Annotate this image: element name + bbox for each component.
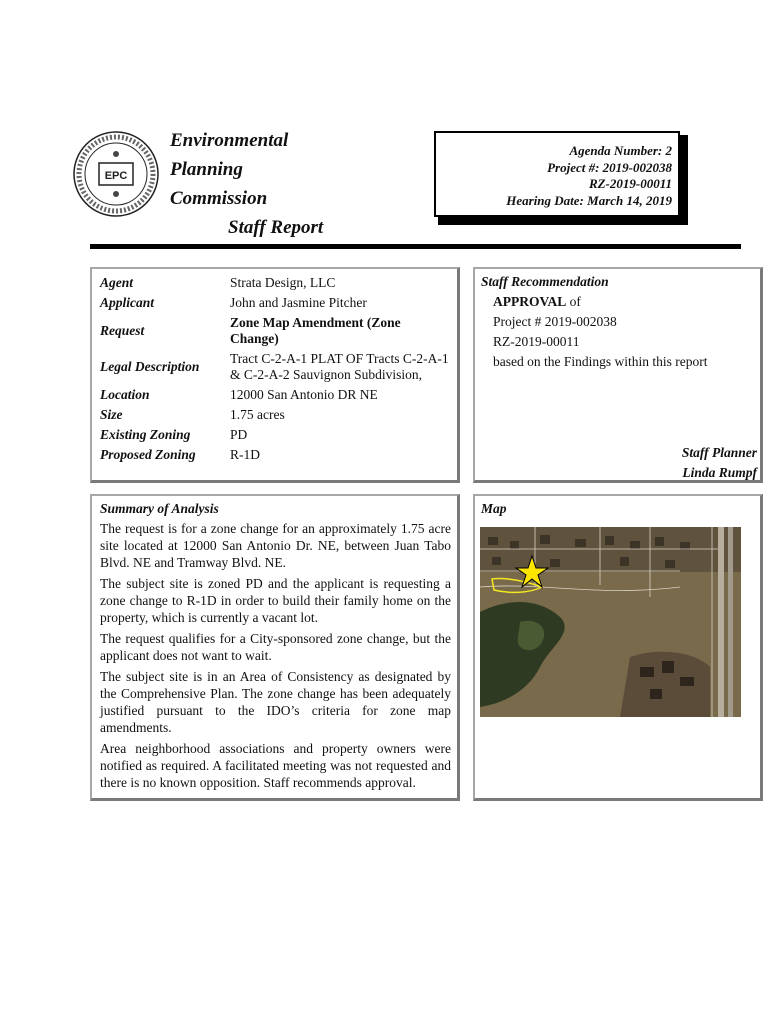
detail-row-existing-zoning — [100, 425, 450, 445]
existing-zoning-value: PD — [230, 427, 248, 442]
detail-row-proposed-zoning — [100, 445, 450, 465]
report-title — [170, 126, 323, 242]
detail-row-location — [100, 385, 450, 405]
project-number: Project #: 2019-002038 — [547, 159, 672, 175]
recommendation-project: Project # 2019-002038 — [493, 314, 617, 329]
approval-line — [493, 292, 707, 312]
legal-description-value: Tract C-2-A-1 PLAT OF Tracts C-2-A-1 & C-2-A-2 Sauvignon Subdivision, — [230, 351, 449, 382]
approval-of: of — [566, 294, 581, 309]
summary-body — [100, 520, 451, 795]
applicant-value: John and Jasmine Pitcher — [230, 295, 367, 310]
case-details-panel — [90, 267, 460, 483]
approval-text: APPROVAL — [493, 294, 567, 309]
detail-row-request — [100, 313, 450, 349]
summary-paragraph-3: The request qualifies for a City-sponsored zone change, but the applicant does not want to wait. — [100, 631, 451, 663]
staff-planner-name: Linda Rumpf — [682, 465, 757, 480]
proposed-zoning-label: Proposed Zoning — [100, 447, 196, 462]
recommendation-basis: based on the Findings within this report — [493, 354, 708, 369]
hearing-date: Hearing Date: March 14, 2019 — [506, 192, 672, 208]
title-line-environmental: Environmental — [170, 130, 289, 151]
agent-value: Strata Design, LLC — [230, 275, 336, 290]
legal-description-label: Legal Description — [100, 359, 200, 374]
detail-row-applicant — [100, 293, 450, 313]
agenda-box — [434, 131, 680, 217]
summary-paragraph-5: Area neighborhood associations and property owners were notified as required. A facilitated meeting was not requested and there is no known opposition. Staff recommends approval. — [100, 741, 451, 790]
city-seal-logo — [72, 130, 160, 218]
map-heading: Map — [481, 501, 507, 516]
agenda-number: Agenda Number: 2 — [569, 143, 672, 158]
request-value: Zone Map Amendment (Zone Change) — [230, 315, 401, 346]
case-details-table — [100, 273, 450, 465]
summary-of-analysis-panel — [90, 494, 460, 801]
proposed-zoning-value: R-1D — [230, 447, 260, 462]
detail-row-size — [100, 405, 450, 425]
staff-planner-title: Staff Planner — [681, 445, 757, 460]
staff-planner-block — [682, 443, 757, 483]
location-value: 12000 San Antonio DR NE — [230, 387, 378, 402]
recommendation-case: RZ-2019-00011 — [493, 334, 580, 349]
recommendation-body — [493, 292, 707, 372]
summary-heading: Summary of Analysis — [100, 501, 219, 516]
svg-text:EPC: EPC — [104, 170, 128, 182]
title-line-planning: Planning — [170, 159, 243, 180]
summary-paragraph-4: The subject site is in an Area of Consistency as designated by the Comprehensive Plan. The zone change has been adequately justified pursuant to the IDO’s criteria for zone map amendments. — [100, 669, 451, 735]
header-divider — [90, 244, 741, 249]
size-value: 1.75 acres — [230, 407, 285, 422]
staff-recommendation-panel — [473, 267, 763, 483]
summary-paragraph-2: The subject site is zoned PD and the applicant is requesting a zone change to R-1D in order to build their family home on the property, which is currently a vacant lot. — [100, 576, 451, 625]
request-label: Request — [100, 323, 145, 338]
detail-row-agent — [100, 273, 450, 293]
case-number: RZ-2019-00011 — [588, 176, 672, 191]
agent-label: Agent — [100, 275, 134, 290]
size-label: Size — [100, 407, 123, 422]
report-type: Staff Report — [228, 217, 324, 238]
summary-paragraph-1: The request is for a zone change for an approximately 1.75 acre site located at 12000 San Antonio Dr. NE, between Juan Tabo Blvd. NE and Tramway Blvd. NE. — [100, 521, 451, 570]
title-line-commission: Commission — [170, 188, 268, 209]
recommendation-heading: Staff Recommendation — [481, 274, 609, 289]
existing-zoning-label: Existing Zoning — [100, 427, 191, 442]
detail-row-legal — [100, 349, 450, 385]
aerial-site-map — [480, 527, 741, 717]
location-label: Location — [100, 387, 150, 402]
applicant-label: Applicant — [100, 295, 155, 310]
